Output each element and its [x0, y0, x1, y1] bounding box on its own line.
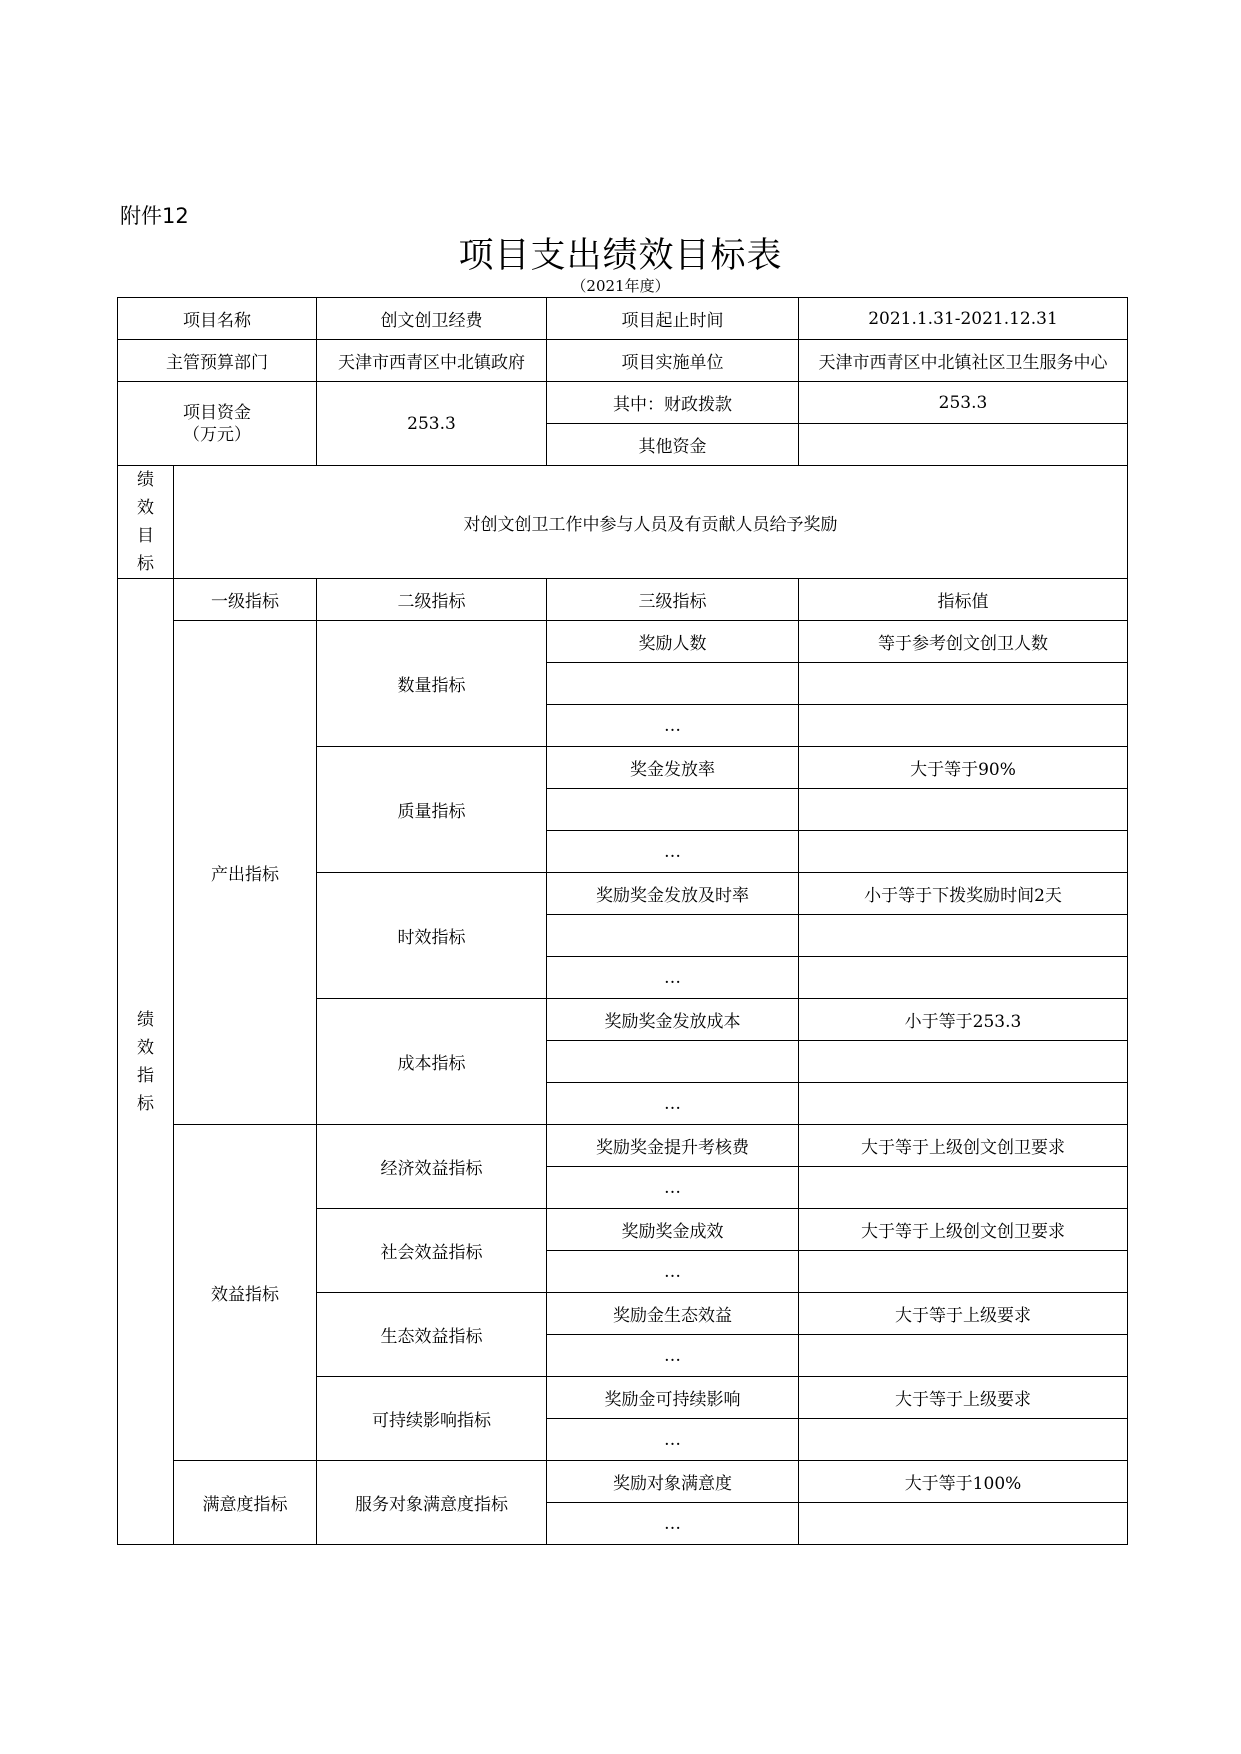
level3-indicator: 奖励奖金发放及时率	[547, 873, 799, 915]
indicator-value	[799, 915, 1128, 957]
level3-indicator: 奖励奖金提升考核费	[547, 1125, 799, 1167]
indicator-value: 小于等于253.3	[799, 999, 1128, 1041]
indicator-value	[799, 1251, 1128, 1293]
goal-label-char: 标	[137, 554, 154, 574]
indicator-value	[799, 1041, 1128, 1083]
level3-indicator	[547, 663, 799, 705]
indicator-value	[799, 831, 1128, 873]
fund-label-line2: （万元）	[183, 424, 251, 445]
unit-label: 项目实施单位	[547, 340, 799, 382]
level1-indicator-satisfaction: 满意度指标	[174, 1461, 317, 1545]
level3-indicator: …	[547, 831, 799, 873]
goal-text: 对创文创卫工作中参与人员及有贡献人员给予奖励	[174, 466, 1128, 579]
level2-indicator: 数量指标	[317, 621, 547, 747]
period-label: 项目起止时间	[547, 298, 799, 340]
dept-value: 天津市西青区中北镇政府	[317, 340, 547, 382]
dept-label: 主管预算部门	[118, 340, 317, 382]
col-header-value: 指标值	[799, 579, 1128, 621]
level2-indicator: 社会效益指标	[317, 1209, 547, 1293]
level3-indicator: 奖励人数	[547, 621, 799, 663]
level3-indicator: …	[547, 1419, 799, 1461]
period-value: 2021.1.31-2021.12.31	[799, 298, 1128, 340]
level2-indicator: 时效指标	[317, 873, 547, 999]
indicator-value	[799, 663, 1128, 705]
level2-indicator: 可持续影响指标	[317, 1377, 547, 1461]
indicator-value	[799, 1503, 1128, 1545]
level3-indicator: 奖励对象满意度	[547, 1461, 799, 1503]
level1-indicator-output: 产出指标	[174, 621, 317, 1125]
level3-indicator: …	[547, 1083, 799, 1125]
other-fund-label: 其他资金	[547, 424, 799, 466]
level3-indicator: …	[547, 1335, 799, 1377]
attachment-label: 附件12	[120, 204, 189, 228]
fund-label-line1: 项目资金	[183, 402, 251, 423]
indicator-value: 等于参考创文创卫人数	[799, 621, 1128, 663]
level2-indicator: 服务对象满意度指标	[317, 1461, 547, 1545]
row-department	[118, 340, 1128, 382]
goal-label-char: 效	[137, 498, 154, 518]
fiscal-label: 其中：财政拨款	[547, 382, 799, 424]
level3-indicator	[547, 1041, 799, 1083]
level3-indicator: …	[547, 1251, 799, 1293]
indicator-value	[799, 1335, 1128, 1377]
col-header-level3: 三级指标	[547, 579, 799, 621]
indicator-label-char: 绩	[137, 1009, 154, 1030]
indicator-value: 大于等于上级创文创卫要求	[799, 1125, 1128, 1167]
row-fund-fiscal	[118, 382, 1128, 424]
indicator-value: 大于等于上级要求	[799, 1293, 1128, 1335]
level3-indicator: …	[547, 705, 799, 747]
row-project-name	[118, 298, 1128, 340]
level3-indicator: …	[547, 957, 799, 999]
level3-indicator: …	[547, 1167, 799, 1209]
col-header-level2: 二级指标	[317, 579, 547, 621]
page-title: 项目支出绩效目标表	[458, 236, 783, 276]
col-header-level1: 一级指标	[174, 579, 317, 621]
indicator-section-label	[118, 579, 174, 1545]
project-name-label: 项目名称	[118, 298, 317, 340]
level3-indicator: 奖励金可持续影响	[547, 1377, 799, 1419]
level2-indicator: 生态效益指标	[317, 1293, 547, 1377]
level2-indicator: 成本指标	[317, 999, 547, 1125]
fund-total-value: 253.3	[317, 382, 547, 466]
level3-indicator: 奖励奖金成效	[547, 1209, 799, 1251]
indicator-header-row	[118, 579, 1128, 621]
goal-label-char: 绩	[137, 470, 154, 490]
level1-indicator-benefit: 效益指标	[174, 1125, 317, 1461]
other-fund-value	[799, 424, 1128, 466]
level3-indicator: 奖金发放率	[547, 747, 799, 789]
performance-target-table	[117, 297, 1128, 1545]
indicator-value	[799, 705, 1128, 747]
indicator-value	[799, 1419, 1128, 1461]
indicator-value: 大于等于上级创文创卫要求	[799, 1209, 1128, 1251]
row-goal	[118, 466, 1128, 579]
indicator-label-char: 标	[137, 1093, 154, 1114]
indicator-row	[118, 621, 1128, 663]
indicator-value	[799, 1167, 1128, 1209]
fund-label	[118, 382, 317, 466]
unit-value: 天津市西青区中北镇社区卫生服务中心	[799, 340, 1128, 382]
indicator-value: 小于等于下拨奖励时间2天	[799, 873, 1128, 915]
level3-indicator	[547, 789, 799, 831]
indicator-row	[118, 1461, 1128, 1503]
indicator-row	[118, 1125, 1128, 1167]
goal-label	[118, 466, 174, 579]
indicator-label-char: 效	[137, 1037, 154, 1058]
level3-indicator	[547, 915, 799, 957]
level3-indicator: 奖励奖金发放成本	[547, 999, 799, 1041]
project-name-value: 创文创卫经费	[317, 298, 547, 340]
year-subtitle: （2021年度）	[571, 277, 670, 295]
level3-indicator: 奖励金生态效益	[547, 1293, 799, 1335]
indicator-value: 大于等于100%	[799, 1461, 1128, 1503]
indicator-label-char: 指	[137, 1065, 154, 1086]
indicator-value: 大于等于90%	[799, 747, 1128, 789]
indicator-value	[799, 1083, 1128, 1125]
level2-indicator: 质量指标	[317, 747, 547, 873]
indicator-value	[799, 957, 1128, 999]
level2-indicator: 经济效益指标	[317, 1125, 547, 1209]
indicator-value	[799, 789, 1128, 831]
goal-label-char: 目	[137, 526, 154, 546]
fiscal-value: 253.3	[799, 382, 1128, 424]
level3-indicator: …	[547, 1503, 799, 1545]
indicator-value: 大于等于上级要求	[799, 1377, 1128, 1419]
